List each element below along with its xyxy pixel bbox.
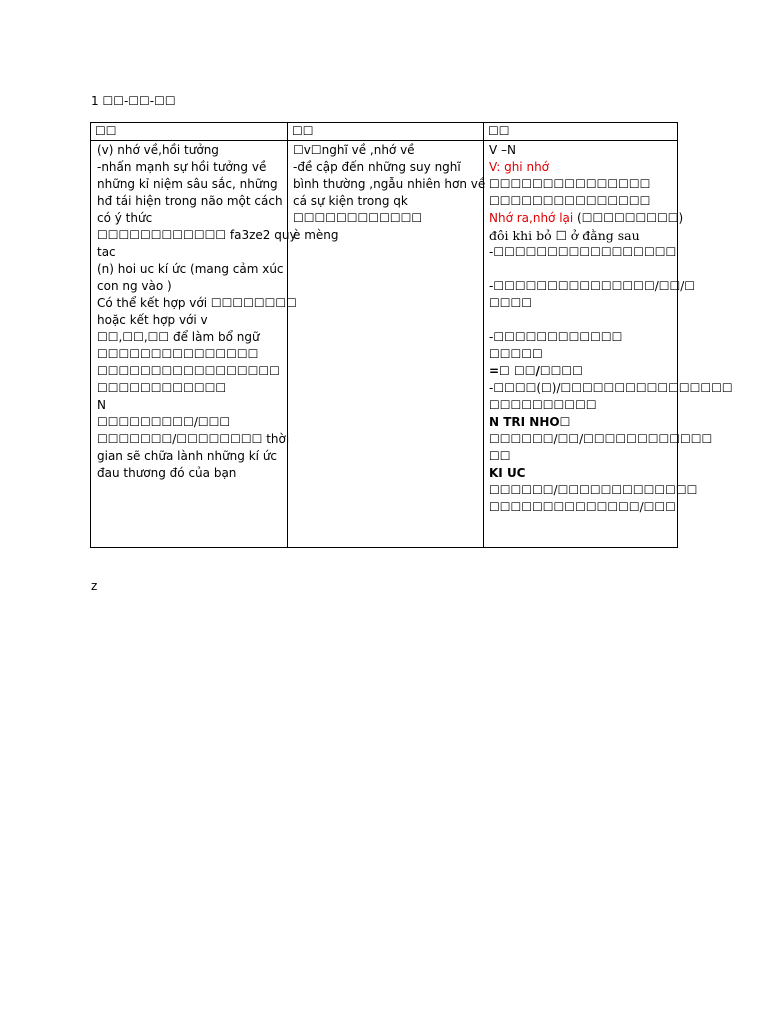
text-line: Có thể kết hợp với ☐☐☐☐☐☐☐☐	[97, 296, 297, 310]
text-line: -☐☐☐☐☐☐☐☐☐☐☐☐	[489, 330, 623, 344]
text-line: bình thường ,ngẫu nhiên hơn về	[293, 177, 486, 191]
column-1-content	[97, 142, 297, 482]
text-line: ☐☐,☐☐,☐☐ để làm bổ ngữ	[97, 330, 260, 344]
text-span-red: Nhớ ra,nhớ lại	[489, 211, 578, 225]
text-line: -☐☐☐☐(☐)/☐☐☐☐☐☐☐☐☐☐☐☐☐☐☐☐	[489, 381, 733, 395]
text-line: ☐☐☐☐☐☐/☐☐☐☐☐☐☐☐☐☐☐☐☐	[489, 483, 698, 497]
text-line: cá sự kiện trong qk	[293, 194, 408, 208]
text-line: hoặc kết hợp với v	[97, 313, 208, 327]
text-line: những kỉ niệm sâu sắc, những	[97, 177, 278, 191]
text-line: -nhấn mạnh sự hồi tưởng về	[97, 160, 267, 174]
text-line: V –N	[489, 143, 516, 157]
text-line: đôi khi bỏ ☐ ở đằng sau	[489, 228, 640, 243]
text-line: -đề cập đến những suy nghĩ	[293, 160, 461, 174]
text-line: ☐☐☐☐☐☐☐☐☐☐☐☐☐☐☐☐☐	[97, 364, 280, 378]
text-line: -☐☐☐☐☐☐☐☐☐☐☐☐☐☐☐/☐☐/☐	[489, 279, 696, 293]
text-line: ☐☐☐☐☐☐☐☐☐☐☐☐☐☐/☐☐☐	[489, 500, 676, 514]
footer-text: z	[91, 579, 98, 593]
text-line: có ý thức	[97, 211, 153, 225]
text-line: -☐☐☐☐☐☐☐☐☐☐☐☐☐☐☐☐☐	[489, 245, 677, 259]
text-line-bold: KI UC	[489, 466, 526, 480]
column-3-content	[489, 142, 733, 516]
text-line: ☐☐☐☐☐☐☐☐☐☐☐☐	[97, 381, 227, 395]
header-cell-3: ☐☐	[488, 124, 510, 138]
text-line-bold: N TRI NHO☐	[489, 415, 571, 429]
text-line: hđ tái hiện trong não một cách	[97, 194, 283, 208]
document-heading: 1 ☐☐-☐☐-☐☐	[91, 94, 176, 108]
text-line: ☐☐☐☐☐☐/☐☐/☐☐☐☐☐☐☐☐☐☐☐☐	[489, 432, 713, 446]
text-line: ☐☐☐☐☐	[489, 347, 543, 361]
text-line: đau thương đó của bạn	[97, 466, 237, 480]
text-line-red: V: ghi nhớ	[489, 160, 550, 174]
text-line	[489, 210, 733, 227]
text-line: tac	[97, 245, 116, 259]
text-line: (v) nhớ về,hồi tưởng	[97, 143, 219, 157]
header-cell-2: ☐☐	[292, 124, 314, 138]
text-line: è mèng	[293, 228, 339, 242]
blank-line	[489, 261, 733, 278]
text-line: gian sẽ chữa lành những kí ức	[97, 449, 278, 463]
header-cell-1: ☐☐	[95, 124, 117, 138]
blank-line	[489, 312, 733, 329]
text-line: ☐☐☐☐☐☐☐☐☐☐☐☐ fa3ze2 quy	[97, 228, 297, 242]
text-span: (☐☐☐☐☐☐☐☐☐)	[577, 211, 684, 225]
text-line: ☐v☐nghĩ về ,nhớ về	[293, 143, 415, 157]
text-line: ☐☐☐☐☐☐☐☐☐☐☐☐☐☐☐	[489, 194, 651, 208]
text-line: =☐ ☐☐/☐☐☐☐	[489, 364, 583, 378]
text-line: ☐☐☐☐☐☐☐☐☐☐	[489, 398, 597, 412]
text-line: ☐☐☐☐☐☐☐/☐☐☐☐☐☐☐☐ thời	[97, 432, 290, 446]
text-line: ☐☐☐☐☐☐☐☐☐☐☐☐	[293, 211, 423, 225]
text-line: (n) hoi uc kí ức (mang cảm xúc	[97, 262, 284, 276]
text-line: N	[97, 398, 106, 412]
text-line: ☐☐☐☐	[489, 296, 533, 310]
table-header-row	[91, 123, 677, 141]
vocabulary-table	[90, 122, 733, 548]
column-2-content	[293, 142, 485, 244]
text-line: ☐☐☐☐☐☐☐☐☐☐☐☐☐☐☐	[97, 347, 259, 361]
text-line: con ng vào )	[97, 279, 172, 293]
text-line: ☐☐	[489, 449, 511, 463]
text-line: ☐☐☐☐☐☐☐☐☐/☐☐☐	[97, 415, 231, 429]
text-line: ☐☐☐☐☐☐☐☐☐☐☐☐☐☐☐	[489, 177, 651, 191]
